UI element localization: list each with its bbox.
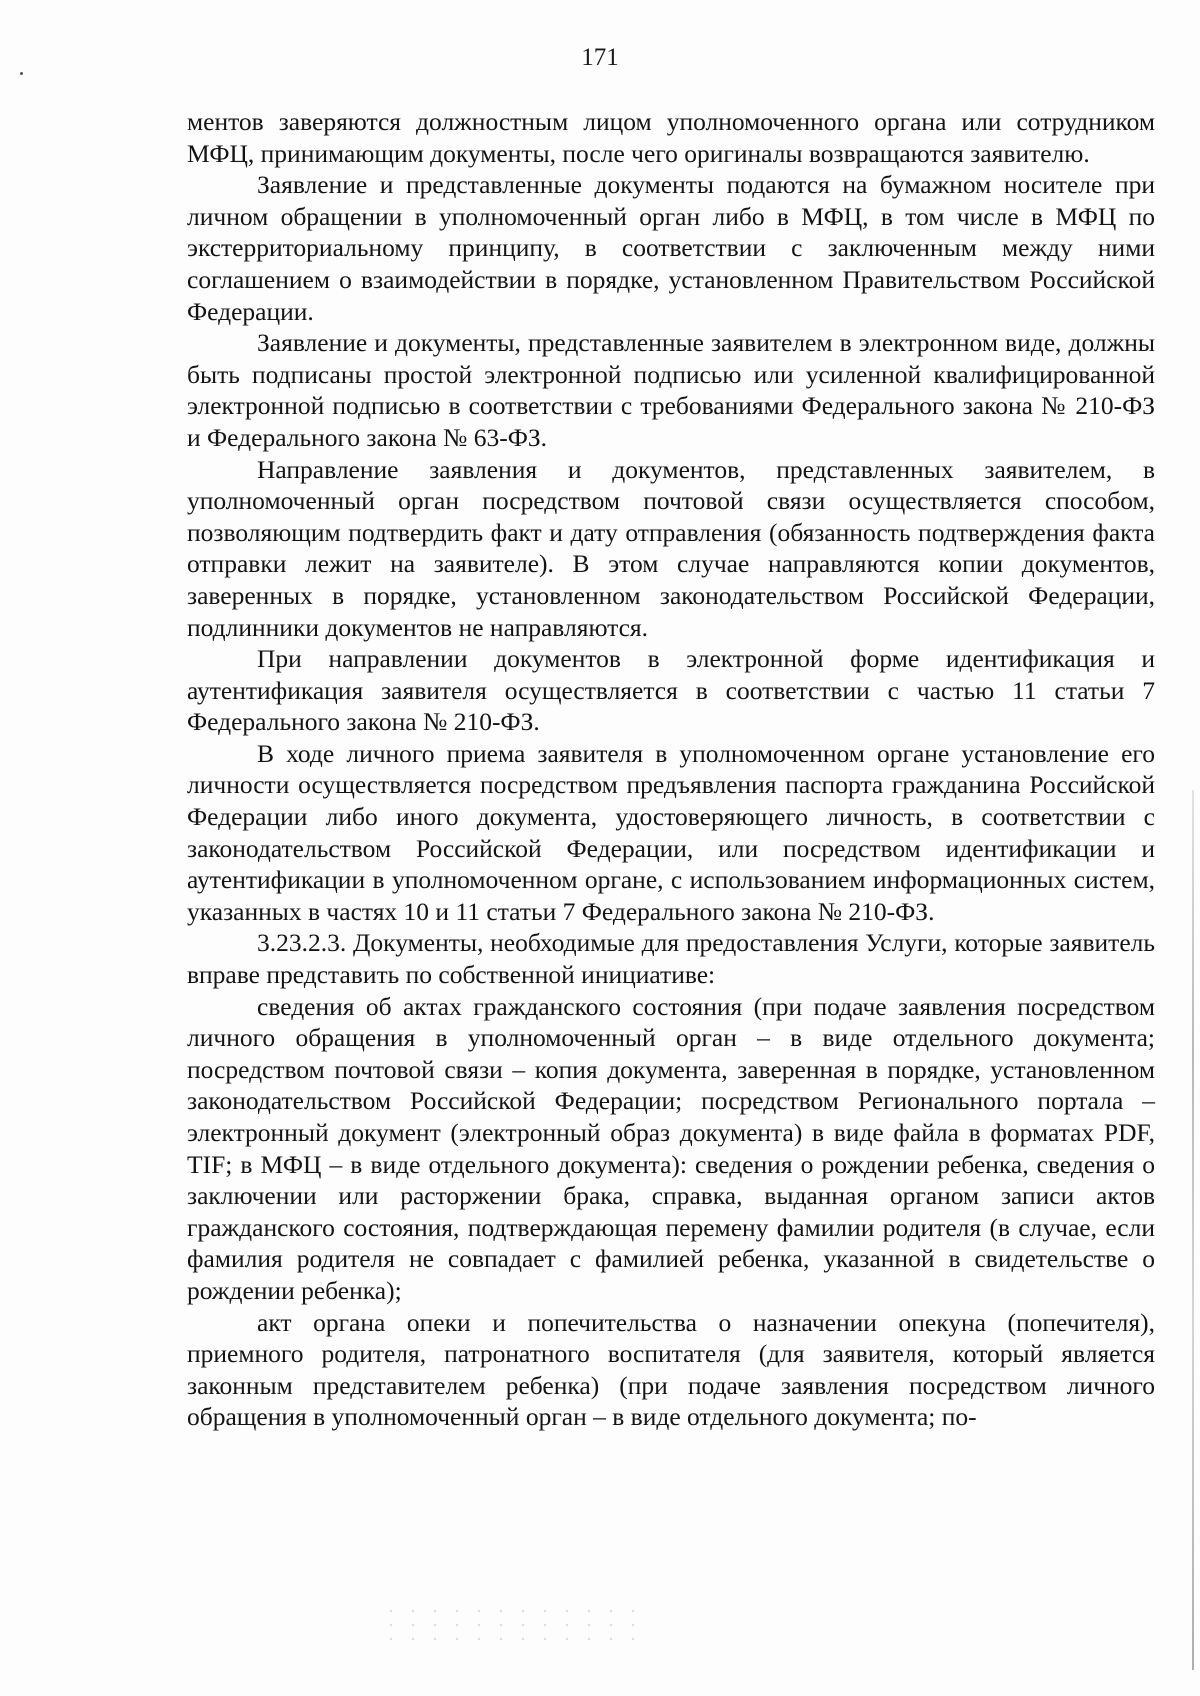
paragraph-civil-status-records: сведения об актах гражданского состояния (при подаче заявления посредством личного обращения в уполномоченный орган – в виде отдельного документа; посредством почтовой связи – копия документа, заверенная в порядке, установленном законодательством Российской Федерации; посредством Регионального портала – электронный документ (электронный образ документа) в виде файла в форматах PDF, TIF; в МФЦ – в виде отдельного документа): сведения о рождении ребенка, сведения о заключении или расторжении брака, справка, выданная органом записи актов гражданского состояния, подтверждающая перемену фамилии родителя (в случае, если фамилия родителя не совпадает с фамилией ребенка, указанной в свидетельстве о рождении ребенка);: [187, 991, 1155, 1305]
paragraph-guardianship-act: акт органа опеки и попечительства о назначении опекуна (попечителя), приемного родителя, патронатного воспитателя (для заявителя, который является законным представителем ребенка) (при подаче заявления посредством личного обращения в уполномоченный орган – в виде отдельного документа; по-: [187, 1307, 1155, 1432]
paragraph-continuation: ментов заверяются должностным лицом уполномоченного органа или сотрудником МФЦ, принимающим документы, после чего оригиналы возвращаются заявителю.: [187, 107, 1155, 168]
document-body: [187, 106, 1155, 1433]
paragraph-personal-reception: В ходе личного приема заявителя в уполномоченном органе установление его личности осуществляется посредством предъявления паспорта гражданина Российской Федерации либо иного документа, удостоверяющего личность, в соответствии с законодательством Российской Федерации, или посредством идентификации и аутентификации в уполномоченном органе, с использованием информационных систем, указанных в частях 10 и 11 статьи 7 Федерального закона № 210-ФЗ.: [187, 738, 1155, 926]
page-number: 171: [581, 44, 619, 71]
scan-artifact-dot: [20, 72, 23, 75]
paragraph-electronic-identification: При направлении документов в электронной форме идентификация и аутентификация заявителя осуществляется в соответствии с частью 11 статьи 7 Федерального закона № 210-ФЗ.: [187, 644, 1155, 737]
paragraph-electronic-signature: Заявление и документы, представленные заявителем в электронном виде, должны быть подписаны простой электронной подписью или усиленной квалифицированной электронной подписью в соответствии с требованиями Федерального закона № 210-ФЗ и Федерального закона № 63-ФЗ.: [187, 328, 1155, 452]
scan-artifact-edge: [1192, 790, 1194, 1670]
scan-artifact-specks: [380, 1604, 640, 1644]
paragraph-section-3-23-2-3: 3.23.2.3. Документы, необходимые для предоставления Услуги, которые заявитель вправе представить по собственной инициативе:: [187, 928, 1155, 990]
paragraph-postal-submission: Направление заявления и документов, представленных заявителем, в уполномоченный орган посредством почтовой связи осуществляется способом, позволяющим подтвердить факт и дату отправления (обязанность подтверждения факта отправки лежит на заявителе). В этом случае направляются копии документов, заверенных в порядке, установленном законодательством Российской Федерации, подлинники документов не направляются.: [187, 454, 1155, 642]
paragraph-paper-submission: Заявление и представленные документы подаются на бумажном носителе при личном обращении в уполномоченный орган либо в МФЦ, в том числе в МФЦ по экстерриториальному принципу, в соответствии с заключенным между ними соглашением о взаимодействии в порядке, установленном Правительством Российской Федерации.: [187, 170, 1155, 326]
